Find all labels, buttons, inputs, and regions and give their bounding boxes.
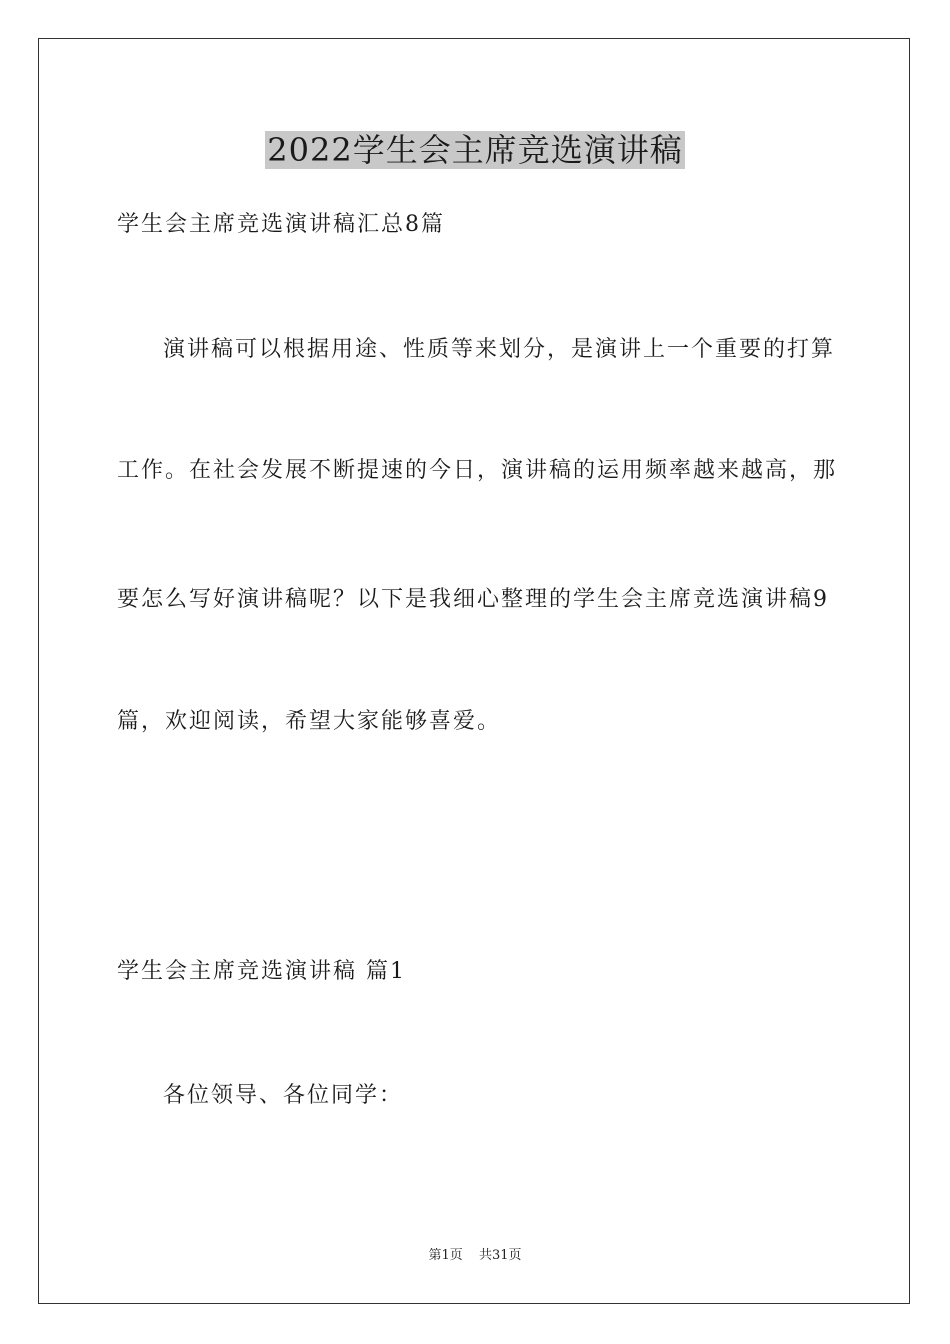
intro-line-4: 篇，欢迎阅读，希望大家能够喜爱。: [117, 709, 502, 734]
intro-line-1: 演讲稿可以根据用途、性质等来划分，是演讲上一个重要的打算: [163, 337, 836, 362]
page-footer: [0, 1246, 950, 1266]
document-title: [0, 125, 950, 175]
greeting-line: 各位领导、各位同学：: [163, 1083, 404, 1108]
document-subtitle: 学生会主席竞选演讲稿汇总8篇: [117, 212, 445, 237]
document-title-text: 2022学生会主席竞选演讲稿: [267, 131, 683, 169]
page-total: 共31页: [478, 1248, 522, 1263]
section-heading: 学生会主席竞选演讲稿 篇1: [117, 959, 406, 984]
page-number: 第1页: [428, 1248, 463, 1263]
intro-line-2: 工作。在社会发展不断提速的今日，演讲稿的运用频率越来越高，那: [117, 458, 838, 483]
intro-line-3: 要怎么写好演讲稿呢？以下是我细心整理的学生会主席竞选演讲稿9: [117, 587, 829, 612]
